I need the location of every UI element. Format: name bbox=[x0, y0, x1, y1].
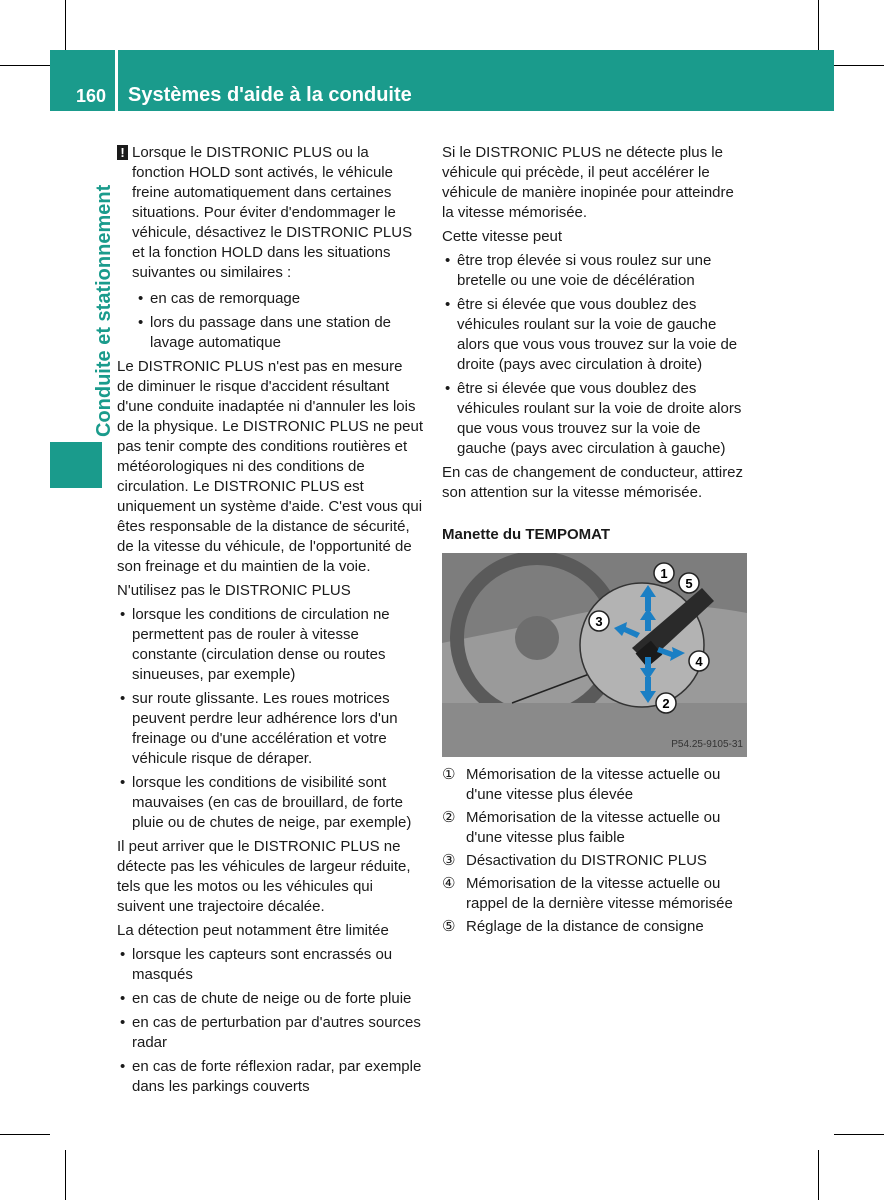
page-number: 160 bbox=[76, 86, 107, 106]
chapter-side-label: Conduite et stationnement bbox=[93, 184, 115, 437]
warning-block bbox=[117, 143, 423, 283]
crop-mark bbox=[65, 0, 66, 50]
legend-text: Mémorisation de la vitesse actuelle ou rappel de la dernière vitesse mémorisée bbox=[466, 875, 733, 912]
svg-text:3: 3 bbox=[595, 614, 603, 629]
warning-list bbox=[117, 289, 423, 353]
figure-legend bbox=[442, 765, 748, 937]
warning-icon: ! bbox=[117, 145, 128, 160]
legend-number: ⑤ bbox=[442, 918, 456, 935]
legend-text: Mémorisation de la vitesse actuelle ou d'une vitesse plus faible bbox=[466, 809, 721, 846]
list-item: • en cas de perturbation par d'autres sources radar bbox=[117, 1013, 423, 1053]
legend-number: ② bbox=[442, 809, 456, 826]
legend-item bbox=[442, 808, 748, 848]
list-item: • lorsque les capteurs sont encrassés ou masqués bbox=[117, 945, 423, 985]
list-item: • être trop élevée si vous roulez sur une bretelle ou une voie de décélération bbox=[442, 251, 748, 291]
steering-hub-shape bbox=[515, 616, 559, 660]
page-title: Systèmes d'aide à la conduite bbox=[128, 84, 412, 106]
right-column bbox=[442, 143, 748, 941]
left-column bbox=[117, 143, 423, 1101]
paragraph: Si le DISTRONIC PLUS ne détecte plus le véhicule qui précède, il peut accélérer le véhicule de manière inopinée pour atteindre la vitesse mémorisée. bbox=[442, 144, 734, 221]
chapter-tab-marker bbox=[50, 442, 102, 488]
legend-text: Mémorisation de la vitesse actuelle ou d'une vitesse plus élevée bbox=[466, 766, 721, 803]
list-item: • lorsque les conditions de circulation ne permettent pas de rouler à vitesse constante (circulation dense ou routes sinueuses, par exemple) bbox=[117, 605, 423, 685]
crop-mark bbox=[818, 0, 819, 50]
paragraph: Il peut arriver que le DISTRONIC PLUS ne détecte pas les véhicules de largeur réduite, tels que les motos ou les véhicules qui suivent une trajectoire décalée. bbox=[117, 838, 411, 915]
legend-item bbox=[442, 765, 748, 805]
list-item: • sur route glissante. Les roues motrices peuvent perdre leur adhérence lors d'un freinage ou d'une accélération et votre véhicule risque de déraper. bbox=[117, 689, 423, 769]
svg-text:5: 5 bbox=[685, 576, 693, 591]
crop-mark bbox=[818, 1150, 819, 1200]
figure-code: P54.25-9105-31 bbox=[671, 739, 743, 750]
list-item: • être si élevée que vous doublez des véhicules roulant sur la voie de gauche alors que vous vous trouvez sur la voie de droite (pays avec circulation à droite) bbox=[442, 295, 748, 375]
list-item: • lorsque les conditions de visibilité sont mauvaises (en cas de brouillard, de forte pluie ou de chutes de neige, par exemple) bbox=[117, 773, 423, 833]
legend-text: Désactivation du DISTRONIC PLUS bbox=[466, 852, 707, 869]
legend-number: ④ bbox=[442, 875, 456, 892]
paragraph: En cas de changement de conducteur, attirez son attention sur la vitesse mémorisée. bbox=[442, 464, 744, 501]
paragraph: Cette vitesse peut bbox=[442, 228, 563, 245]
legend-item bbox=[442, 917, 748, 937]
section-heading: Manette du TEMPOMAT bbox=[442, 526, 611, 543]
legend-text: Réglage de la distance de consigne bbox=[466, 918, 704, 935]
list-item: • en cas de remorquage bbox=[135, 289, 423, 309]
crop-mark bbox=[0, 1134, 50, 1135]
crop-mark bbox=[834, 65, 884, 66]
bullet-list bbox=[117, 945, 423, 1097]
bullet-list bbox=[117, 605, 423, 833]
legend-item bbox=[442, 851, 748, 871]
header-separator bbox=[115, 50, 118, 111]
figure-illustration bbox=[442, 553, 747, 757]
paragraph: La détection peut notamment être limitée bbox=[117, 922, 389, 939]
legend-number: ① bbox=[442, 766, 456, 783]
svg-text:1: 1 bbox=[660, 566, 668, 581]
list-item: • lors du passage dans une station de lavage automatique bbox=[135, 313, 423, 353]
crop-mark bbox=[834, 1134, 884, 1135]
callout-3 bbox=[589, 611, 609, 631]
cruise-control-lever-figure bbox=[442, 553, 747, 757]
legend-number: ③ bbox=[442, 852, 456, 869]
svg-text:2: 2 bbox=[662, 696, 670, 711]
legend-item bbox=[442, 874, 748, 914]
crop-mark bbox=[65, 1150, 66, 1200]
warning-text: Lorsque le DISTRONIC PLUS ou la fonction HOLD sont activés, le véhicule freine automatiquement dans certaines situations. Pour éviter d'endommager le véhicule, désactivez le DISTRONIC PLUS et la fonction HOLD dans les situations suivantes ou similaires : bbox=[132, 144, 413, 281]
paragraph: N'utilisez pas le DISTRONIC PLUS bbox=[117, 582, 351, 599]
bullet-list bbox=[442, 251, 748, 459]
crop-mark bbox=[0, 65, 50, 66]
callout-2 bbox=[656, 693, 676, 713]
list-item: • être si élevée que vous doublez des véhicules roulant sur la voie de droite alors que vous vous trouvez sur la voie de gauche (pays avec circulation à gauche) bbox=[442, 379, 748, 459]
callout-1 bbox=[654, 563, 674, 583]
list-item: • en cas de forte réflexion radar, par exemple dans les parkings couverts bbox=[117, 1057, 423, 1097]
callout-5 bbox=[679, 573, 699, 593]
svg-text:4: 4 bbox=[695, 654, 703, 669]
list-item: • en cas de chute de neige ou de forte pluie bbox=[117, 989, 423, 1009]
paragraph: Le DISTRONIC PLUS n'est pas en mesure de diminuer le risque d'accident résultant d'une conduite inadaptée ni d'annuler les lois de la physique. Le DISTRONIC PLUS ne peut pas tenir compte des conditions routières et météorologiques ni des conditions de circulation. Le DISTRONIC PLUS est uniquement un système d'aide. C'est vous qui êtes responsable de la distance de sécurité, de la vitesse du véhicule, de l'opportunité de son freinage et du maintien de la voie. bbox=[117, 358, 423, 575]
callout-4 bbox=[689, 651, 709, 671]
